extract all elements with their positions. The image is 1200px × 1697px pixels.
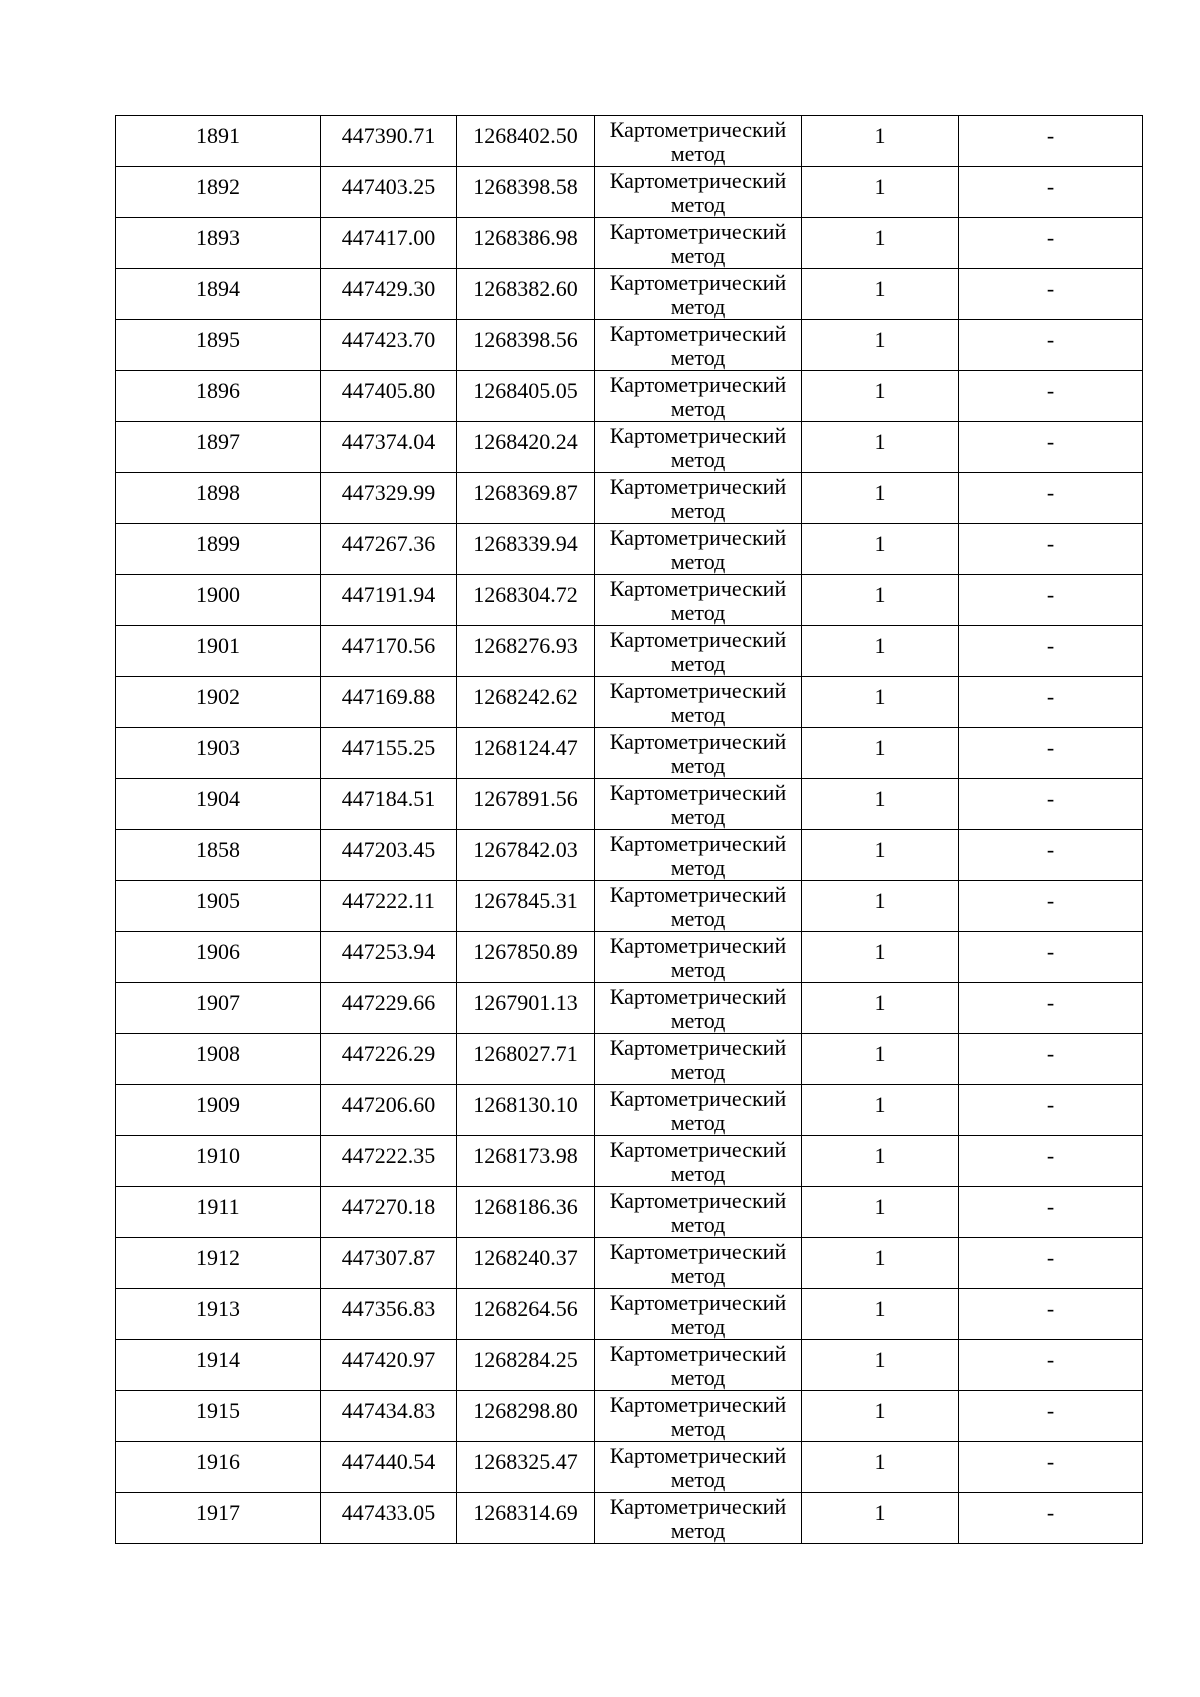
method-label-line1: Картометрический [609,1137,787,1162]
y-coordinate-cell: 1268130.10 [457,1085,595,1136]
y-coordinate-cell: 1268398.56 [457,320,595,371]
table-row [116,320,1143,371]
point-number-cell: 1904 [116,779,321,830]
x-coordinate-cell: 447222.35 [321,1136,457,1187]
point-number-cell: 1892 [116,167,321,218]
method-cell [595,1442,802,1493]
y-coordinate-cell: 1268264.56 [457,1289,595,1340]
point-number-cell: 1891 [116,116,321,167]
table-row [116,524,1143,575]
note-cell: - [959,269,1143,320]
method-cell [595,320,802,371]
method-label-line1: Картометрический [609,1035,787,1060]
method-cell [595,1187,802,1238]
method-label-line1: Картометрический [609,627,787,652]
note-cell: - [959,1136,1143,1187]
point-number-cell: 1901 [116,626,321,677]
precision-cell: 1 [802,218,959,269]
method-label-line1: Картометрический [609,168,787,193]
method-label-line1: Картометрический [609,372,787,397]
method-label-line2: метод [670,1416,726,1441]
table-row [116,932,1143,983]
method-label-line1: Картометрический [609,1392,787,1417]
x-coordinate-cell: 447222.11 [321,881,457,932]
table-row [116,1238,1143,1289]
x-coordinate-cell: 447229.66 [321,983,457,1034]
table-row [116,1136,1143,1187]
x-coordinate-cell: 447169.88 [321,677,457,728]
note-cell: - [959,422,1143,473]
method-label-line2: метод [670,345,726,370]
method-label-line1: Картометрический [609,321,787,346]
point-number-cell: 1917 [116,1493,321,1544]
note-cell: - [959,473,1143,524]
note-cell: - [959,1442,1143,1493]
method-label-line2: метод [670,549,726,574]
precision-cell: 1 [802,830,959,881]
table-row [116,881,1143,932]
precision-cell: 1 [802,626,959,677]
x-coordinate-cell: 447434.83 [321,1391,457,1442]
method-label-line1: Картометрический [609,678,787,703]
precision-cell: 1 [802,320,959,371]
method-label-line2: метод [670,804,726,829]
coordinates-table [115,115,1143,1544]
method-cell [595,473,802,524]
precision-cell: 1 [802,1085,959,1136]
table-row [116,575,1143,626]
method-label-line2: метод [670,396,726,421]
precision-cell: 1 [802,1340,959,1391]
method-label-line2: метод [670,1110,726,1135]
method-label-line2: метод [670,957,726,982]
method-label-line1: Картометрический [609,1494,787,1519]
note-cell: - [959,1391,1143,1442]
point-number-cell: 1909 [116,1085,321,1136]
y-coordinate-cell: 1268382.60 [457,269,595,320]
point-number-cell: 1910 [116,1136,321,1187]
method-label-line1: Картометрический [609,1086,787,1111]
note-cell: - [959,881,1143,932]
point-number-cell: 1858 [116,830,321,881]
point-number-cell: 1895 [116,320,321,371]
precision-cell: 1 [802,677,959,728]
y-coordinate-cell: 1268186.36 [457,1187,595,1238]
precision-cell: 1 [802,371,959,422]
table-row [116,167,1143,218]
method-label-line1: Картометрический [609,1443,787,1468]
y-coordinate-cell: 1268298.80 [457,1391,595,1442]
point-number-cell: 1898 [116,473,321,524]
y-coordinate-cell: 1268386.98 [457,218,595,269]
method-cell [595,1493,802,1544]
precision-cell: 1 [802,524,959,575]
table-row [116,983,1143,1034]
y-coordinate-cell: 1268242.62 [457,677,595,728]
x-coordinate-cell: 447184.51 [321,779,457,830]
method-label-line1: Картометрический [609,1341,787,1366]
x-coordinate-cell: 447390.71 [321,116,457,167]
method-label-line1: Картометрический [609,270,787,295]
table-row [116,626,1143,677]
point-number-cell: 1915 [116,1391,321,1442]
precision-cell: 1 [802,1289,959,1340]
x-coordinate-cell: 447206.60 [321,1085,457,1136]
table-row [116,473,1143,524]
table-row [116,1493,1143,1544]
note-cell: - [959,677,1143,728]
table-row [116,116,1143,167]
x-coordinate-cell: 447356.83 [321,1289,457,1340]
table-row [116,1391,1143,1442]
note-cell: - [959,983,1143,1034]
method-cell [595,932,802,983]
point-number-cell: 1912 [116,1238,321,1289]
note-cell: - [959,728,1143,779]
point-number-cell: 1916 [116,1442,321,1493]
method-label-line2: метод [670,855,726,880]
x-coordinate-cell: 447417.00 [321,218,457,269]
point-number-cell: 1899 [116,524,321,575]
method-cell [595,983,802,1034]
x-coordinate-cell: 447420.97 [321,1340,457,1391]
x-coordinate-cell: 447423.70 [321,320,457,371]
method-label-line2: метод [670,1212,726,1237]
note-cell: - [959,116,1143,167]
method-label-line1: Картометрический [609,576,787,601]
method-label-line1: Картометрический [609,423,787,448]
method-cell [595,881,802,932]
note-cell: - [959,1493,1143,1544]
x-coordinate-cell: 447226.29 [321,1034,457,1085]
method-cell [595,779,802,830]
precision-cell: 1 [802,167,959,218]
precision-cell: 1 [802,1238,959,1289]
note-cell: - [959,320,1143,371]
method-cell [595,218,802,269]
method-label-line2: метод [670,906,726,931]
table-row [116,1187,1143,1238]
y-coordinate-cell: 1268402.50 [457,116,595,167]
y-coordinate-cell: 1268369.87 [457,473,595,524]
method-cell [595,1340,802,1391]
method-label-line1: Картометрический [609,525,787,550]
table-row [116,1034,1143,1085]
note-cell: - [959,1034,1143,1085]
method-cell [595,677,802,728]
method-label-line2: метод [670,1314,726,1339]
point-number-cell: 1908 [116,1034,321,1085]
x-coordinate-cell: 447440.54 [321,1442,457,1493]
method-label-line2: метод [670,447,726,472]
method-cell [595,728,802,779]
table-row [116,1442,1143,1493]
x-coordinate-cell: 447253.94 [321,932,457,983]
method-label-line1: Картометрический [609,780,787,805]
y-coordinate-cell: 1268405.05 [457,371,595,422]
point-number-cell: 1896 [116,371,321,422]
table-row [116,269,1143,320]
x-coordinate-cell: 447405.80 [321,371,457,422]
coordinates-table-body [116,116,1143,1544]
precision-cell: 1 [802,269,959,320]
method-cell [595,1289,802,1340]
method-cell [595,1085,802,1136]
x-coordinate-cell: 447433.05 [321,1493,457,1544]
precision-cell: 1 [802,1493,959,1544]
point-number-cell: 1906 [116,932,321,983]
method-cell [595,830,802,881]
method-label-line1: Картометрический [609,729,787,754]
table-row [116,371,1143,422]
method-label-line2: метод [670,243,726,268]
y-coordinate-cell: 1268284.25 [457,1340,595,1391]
table-row [116,1289,1143,1340]
precision-cell: 1 [802,1136,959,1187]
method-label-line2: метод [670,1059,726,1084]
note-cell: - [959,167,1143,218]
precision-cell: 1 [802,422,959,473]
method-label-line2: метод [670,1161,726,1186]
table-row [116,677,1143,728]
y-coordinate-cell: 1268276.93 [457,626,595,677]
note-cell: - [959,1340,1143,1391]
note-cell: - [959,830,1143,881]
method-label-line2: метод [670,1518,726,1543]
method-label-line1: Картометрический [609,831,787,856]
y-coordinate-cell: 1268304.72 [457,575,595,626]
method-label-line2: метод [670,1365,726,1390]
precision-cell: 1 [802,1442,959,1493]
point-number-cell: 1903 [116,728,321,779]
note-cell: - [959,932,1143,983]
y-coordinate-cell: 1267842.03 [457,830,595,881]
table-row [116,830,1143,881]
note-cell: - [959,524,1143,575]
y-coordinate-cell: 1268325.47 [457,1442,595,1493]
method-label-line1: Картометрический [609,117,787,142]
y-coordinate-cell: 1268173.98 [457,1136,595,1187]
precision-cell: 1 [802,473,959,524]
method-label-line2: метод [670,1008,726,1033]
method-label-line1: Картометрический [609,474,787,499]
note-cell: - [959,1187,1143,1238]
note-cell: - [959,1085,1143,1136]
method-label-line1: Картометрический [609,1290,787,1315]
table-row [116,1340,1143,1391]
method-label-line1: Картометрический [609,984,787,1009]
method-label-line2: метод [670,1467,726,1492]
method-cell [595,167,802,218]
precision-cell: 1 [802,116,959,167]
y-coordinate-cell: 1268398.58 [457,167,595,218]
method-cell [595,1391,802,1442]
method-label-line1: Картометрический [609,1239,787,1264]
method-label-line2: метод [670,600,726,625]
y-coordinate-cell: 1267901.13 [457,983,595,1034]
point-number-cell: 1902 [116,677,321,728]
method-cell [595,422,802,473]
y-coordinate-cell: 1268420.24 [457,422,595,473]
note-cell: - [959,575,1143,626]
x-coordinate-cell: 447307.87 [321,1238,457,1289]
point-number-cell: 1914 [116,1340,321,1391]
method-cell [595,269,802,320]
method-label-line2: метод [670,753,726,778]
precision-cell: 1 [802,779,959,830]
table-row [116,422,1143,473]
note-cell: - [959,1289,1143,1340]
method-cell [595,1034,802,1085]
note-cell: - [959,779,1143,830]
method-cell [595,1136,802,1187]
y-coordinate-cell: 1267845.31 [457,881,595,932]
point-number-cell: 1893 [116,218,321,269]
method-label-line2: метод [670,702,726,727]
method-label-line2: метод [670,192,726,217]
point-number-cell: 1911 [116,1187,321,1238]
note-cell: - [959,371,1143,422]
precision-cell: 1 [802,1187,959,1238]
method-cell [595,626,802,677]
x-coordinate-cell: 447270.18 [321,1187,457,1238]
precision-cell: 1 [802,1034,959,1085]
method-label-line2: метод [670,1263,726,1288]
point-number-cell: 1897 [116,422,321,473]
method-label-line1: Картометрический [609,882,787,907]
method-label-line1: Картометрический [609,1188,787,1213]
method-cell [595,371,802,422]
x-coordinate-cell: 447155.25 [321,728,457,779]
y-coordinate-cell: 1267891.56 [457,779,595,830]
point-number-cell: 1894 [116,269,321,320]
x-coordinate-cell: 447329.99 [321,473,457,524]
note-cell: - [959,218,1143,269]
table-row [116,1085,1143,1136]
x-coordinate-cell: 447203.45 [321,830,457,881]
method-label-line2: метод [670,294,726,319]
x-coordinate-cell: 447191.94 [321,575,457,626]
table-row [116,779,1143,830]
table-row [116,218,1143,269]
method-label-line1: Картометрический [609,219,787,244]
table-row [116,728,1143,779]
point-number-cell: 1900 [116,575,321,626]
method-label-line1: Картометрический [609,933,787,958]
precision-cell: 1 [802,881,959,932]
method-cell [595,524,802,575]
note-cell: - [959,1238,1143,1289]
precision-cell: 1 [802,1391,959,1442]
method-label-line2: метод [670,651,726,676]
point-number-cell: 1907 [116,983,321,1034]
method-cell [595,575,802,626]
x-coordinate-cell: 447429.30 [321,269,457,320]
y-coordinate-cell: 1267850.89 [457,932,595,983]
precision-cell: 1 [802,983,959,1034]
point-number-cell: 1905 [116,881,321,932]
y-coordinate-cell: 1268240.37 [457,1238,595,1289]
x-coordinate-cell: 447170.56 [321,626,457,677]
method-cell [595,116,802,167]
x-coordinate-cell: 447374.04 [321,422,457,473]
precision-cell: 1 [802,932,959,983]
y-coordinate-cell: 1268339.94 [457,524,595,575]
y-coordinate-cell: 1268124.47 [457,728,595,779]
x-coordinate-cell: 447267.36 [321,524,457,575]
precision-cell: 1 [802,575,959,626]
method-label-line2: метод [670,141,726,166]
method-cell [595,1238,802,1289]
precision-cell: 1 [802,728,959,779]
point-number-cell: 1913 [116,1289,321,1340]
note-cell: - [959,626,1143,677]
y-coordinate-cell: 1268314.69 [457,1493,595,1544]
y-coordinate-cell: 1268027.71 [457,1034,595,1085]
method-label-line2: метод [670,498,726,523]
x-coordinate-cell: 447403.25 [321,167,457,218]
